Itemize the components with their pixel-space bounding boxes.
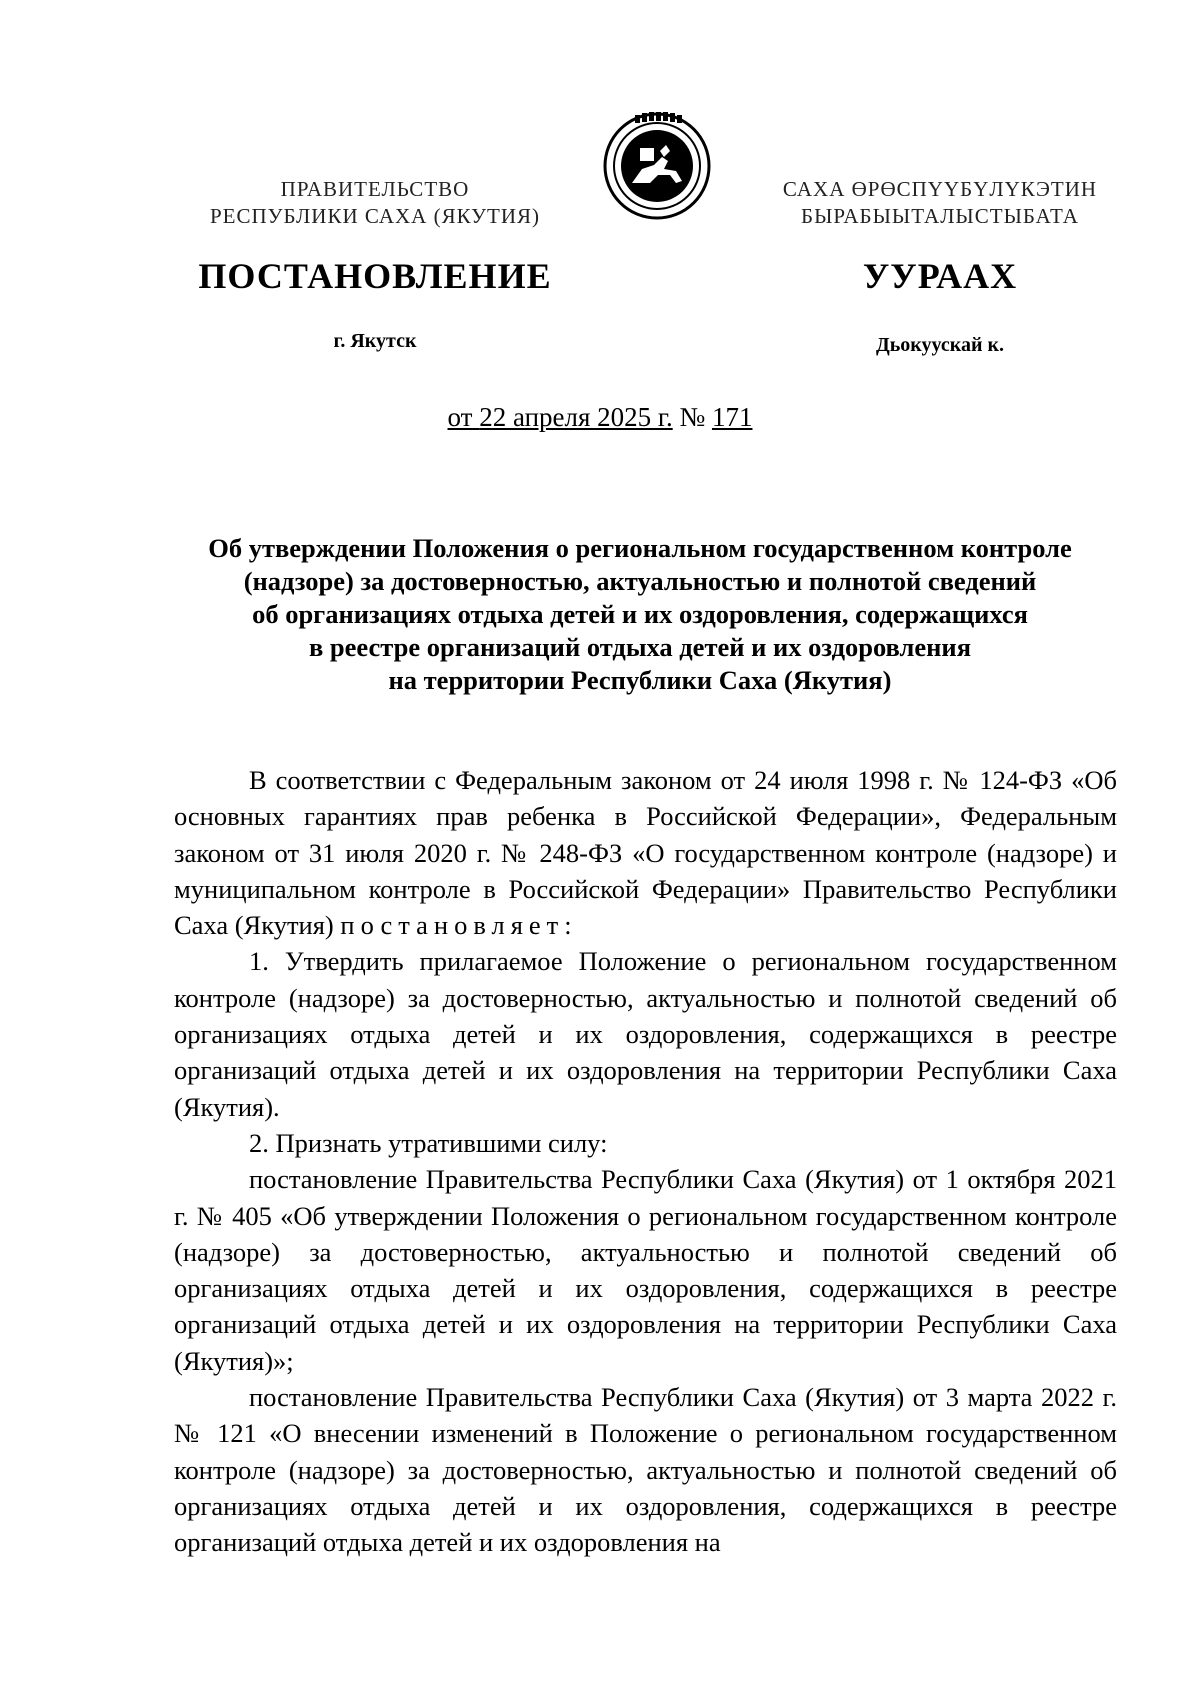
right-organization-name (740, 176, 1140, 230)
title-line-2: (надзоре) за достоверностью, актуальностью и полнотой сведений (243, 566, 1037, 596)
title-line-5: на территории Республики Саха (Якутия) (388, 665, 892, 695)
preamble-text: В соответствии с Федеральным законом от 24 июля 1998 г. № 124-ФЗ «Об основных гарантиях прав ребенка в Российской Федерации», Федеральным законом от 31 июля 2020 г. № 248-ФЗ «О государственном контроле (надзоре) и муниципальном контроле в Российской Федерации» Правительство Республики Саха (Якутия) (174, 765, 1117, 941)
city-russian: г. Якутск (333, 330, 417, 352)
paragraph-item-2: 2. Признать утратившими силу: (249, 1127, 608, 1158)
paragraph-item-1: 1. Утвердить прилагаемое Положение о региональном государственном контроле (надзоре) за достоверностью, актуальностью и полнотой сведений об организациях отдыха детей и их оздоровления, содержащихся в реестре организаций отдыха детей и их оздоровления на территории Республики Саха (Якутия). (174, 946, 1117, 1122)
title-line-1: Об утверждении Положения о региональном государственном контроле (208, 533, 1072, 563)
number-sign: № (679, 402, 706, 432)
document-title (170, 532, 1110, 697)
left-organization-name (175, 176, 575, 230)
title-line-4: в реестре организаций отдыха детей и их оздоровления (308, 632, 972, 662)
date-prefix: от (447, 402, 473, 432)
document-number: 171 (711, 402, 753, 432)
left-org-line2: РЕСПУБЛИКИ САХА (ЯКУТИЯ) (209, 204, 541, 228)
document-body (174, 762, 1117, 1561)
doc-type-yakut: УУРААХ (862, 256, 1018, 296)
city-yakut: Дьокуускай к. (875, 334, 1005, 356)
coat-of-arms-emblem-icon (602, 111, 712, 221)
right-org-line2: БЫРАБЫЫТАЛЫСТЫБАТА (801, 204, 1079, 228)
doc-type-russian: ПОСТАНОВЛЕНИЕ (198, 256, 552, 296)
title-line-3: об организациях отдыха детей и их оздоровления, содержащихся (252, 599, 1028, 629)
left-org-line1: ПРАВИТЕЛЬСТВО (280, 177, 470, 201)
paragraph-repeal-1: постановление Правительства Республики Саха (Якутия) от 1 октября 2021 г. № 405 «Об утверждении Положения о региональном государственном контроле (надзоре) за достоверностью, актуальностью и полнотой сведений об организациях отдыха детей и их оздоровления, содержащихся в реестре организаций отдыха детей и их оздоровления на территории Республики Саха (Якутия)»; (174, 1164, 1117, 1376)
right-org-line1: САХА ӨРӨСПҮҮБҮЛҮКЭТИН (782, 177, 1098, 201)
paragraph-repeal-2: постановление Правительства Республики Саха (Якутия) от 3 марта 2022 г. № 121 «О внесении изменений в Положение о региональном государственном контроле (надзоре) за достоверностью, актуальностью и полнотой сведений об организациях отдыха детей и их оздоровления, содержащихся в реестре организаций отдыха детей и их оздоровления на (174, 1382, 1117, 1558)
document-date-number (0, 402, 1200, 433)
document-date: 22 апреля 2025 г. (479, 402, 673, 432)
decree-word: постановляет: (340, 910, 578, 941)
paragraph-preamble (174, 762, 1117, 943)
